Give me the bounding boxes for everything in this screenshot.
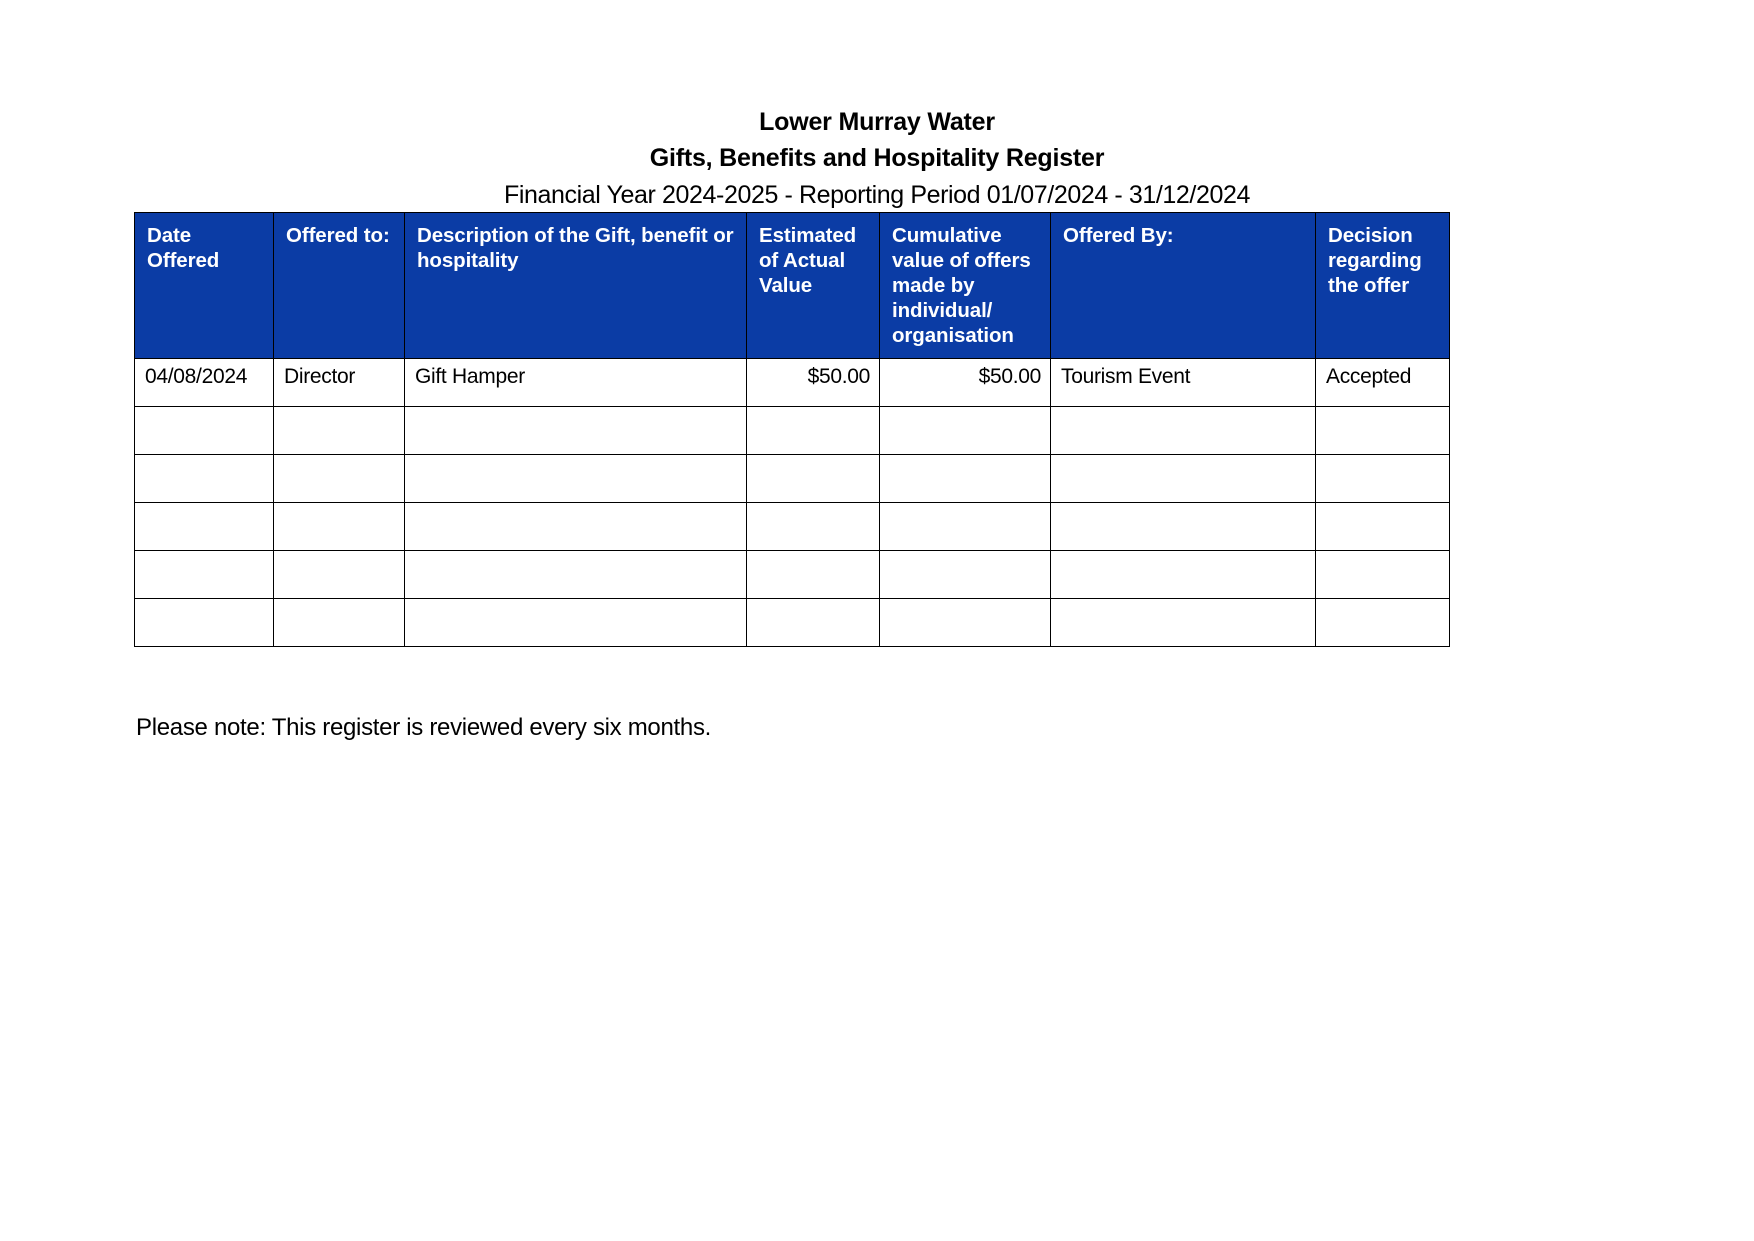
cell-description: Gift Hamper [405,359,747,407]
cell-cumulative-value [880,503,1051,551]
table-header-row [135,213,1450,359]
cell-description [405,407,747,455]
cell-cumulative-value [880,551,1051,599]
cell-date-offered [135,503,274,551]
cell-description [405,455,747,503]
gifts-register-table [134,212,1450,647]
cell-decision: Accepted [1316,359,1450,407]
reporting-period-subtitle: Financial Year 2024-2025 - Reporting Period 01/07/2024 - 31/12/2024 [504,181,1250,209]
cell-offered-by: Tourism Event [1051,359,1316,407]
table-row [135,455,1450,503]
cell-description [405,503,747,551]
cell-cumulative-value: $50.00 [880,359,1051,407]
cell-offered-by [1051,599,1316,647]
table-row [135,359,1450,407]
cell-description [405,551,747,599]
cell-decision [1316,503,1450,551]
cell-decision [1316,551,1450,599]
cell-offered-to [274,599,405,647]
cell-estimated-value: $50.00 [747,359,880,407]
column-header-decision: Decision regarding the offer [1316,213,1450,359]
cell-offered-to: Director [274,359,405,407]
column-header-offered-by: Offered By: [1051,213,1316,359]
cell-offered-by [1051,407,1316,455]
cell-offered-to [274,455,405,503]
table-row [135,407,1450,455]
column-header-date-offered: Date Offered [135,213,274,359]
table-row [135,551,1450,599]
cell-estimated-value [747,455,880,503]
table-body [135,359,1450,647]
cell-cumulative-value [880,407,1051,455]
cell-offered-to [274,407,405,455]
cell-cumulative-value [880,599,1051,647]
cell-date-offered [135,407,274,455]
cell-offered-by [1051,503,1316,551]
column-header-estimated-value: Estimated of Actual Value [747,213,880,359]
cell-date-offered: 04/08/2024 [135,359,274,407]
cell-cumulative-value [880,455,1051,503]
column-header-description: Description of the Gift, benefit or hospitality [405,213,747,359]
cell-offered-to [274,551,405,599]
document-heading [0,104,1754,212]
footer-note: Please note: This register is reviewed every six months. [136,714,712,741]
cell-decision [1316,455,1450,503]
cell-estimated-value [747,407,880,455]
cell-date-offered [135,455,274,503]
column-header-offered-to: Offered to: [274,213,405,359]
cell-offered-by [1051,551,1316,599]
table-row [135,503,1450,551]
column-header-cumulative-value: Cumulative value of offers made by individual/ organisation [880,213,1051,359]
cell-description [405,599,747,647]
table-header [135,213,1450,359]
cell-date-offered [135,599,274,647]
cell-decision [1316,599,1450,647]
page-title: Gifts, Benefits and Hospitality Register [649,144,1105,172]
cell-date-offered [135,551,274,599]
cell-estimated-value [747,503,880,551]
cell-decision [1316,407,1450,455]
organisation-name: Lower Murray Water [759,108,995,136]
table-row [135,599,1450,647]
cell-estimated-value [747,599,880,647]
cell-estimated-value [747,551,880,599]
cell-offered-to [274,503,405,551]
cell-offered-by [1051,455,1316,503]
